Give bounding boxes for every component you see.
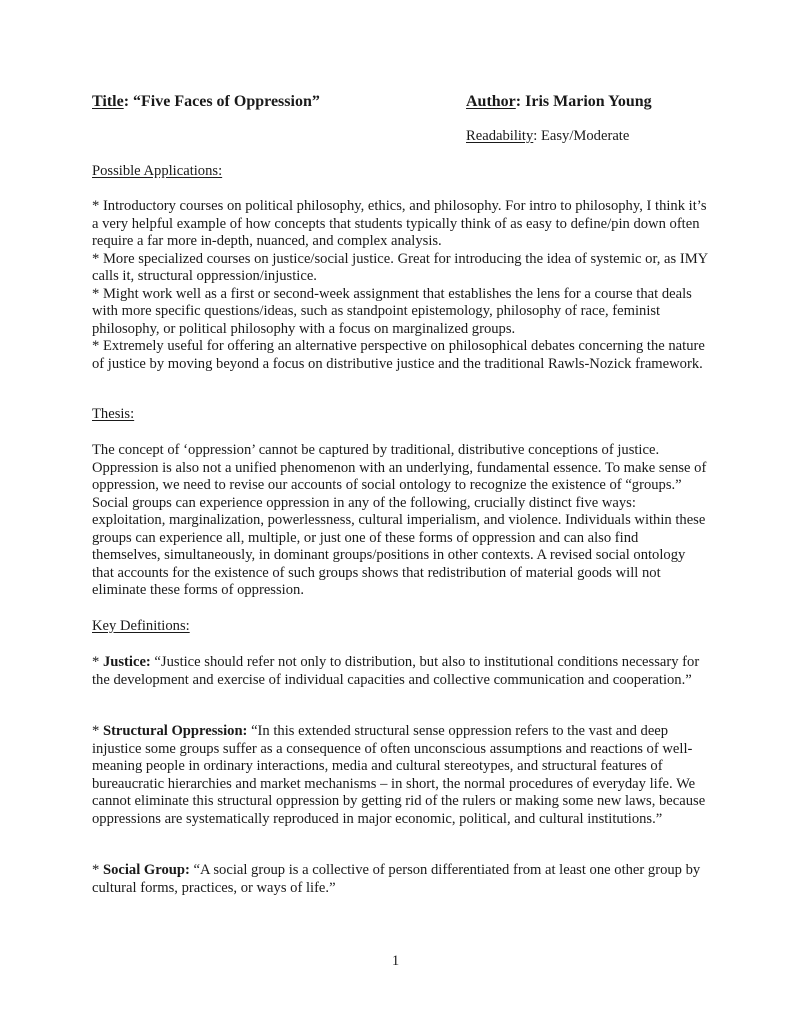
definition-term: Social Group: xyxy=(102,862,190,878)
definition-text: “Justice should refer not only to distribution, but also to institutional conditions necessary for the development and exercise of individual capacities and collective communication and cooperation.” xyxy=(92,654,700,688)
author-value: : Iris Marion Young xyxy=(515,93,652,110)
definition-prefix: * xyxy=(92,862,103,878)
title-label: Title xyxy=(92,93,124,110)
definition-item xyxy=(92,654,708,689)
definition-term: Structural Oppression: xyxy=(102,723,248,739)
thesis-text: The concept of ‘oppression’ cannot be captured by traditional, distributive conceptions of justice. Oppression is also not a unified phenomenon with an underlying, fundamental essence. To make sense of oppression, we need to revise our accounts of social ontology to recognize the existence of “groups.” Social groups can experience oppression in any of the following, crucially distinct five ways: exploitation, marginalization, powerlessness, cultural imperialism, and violence. Individuals within these groups can experience all, multiple, or just one of these forms of oppression and can also find themselves, simultaneously, in dominant groups/positions in other contexts. A revised social ontology that accounts for the existence of such groups shows that redistribution of material goods will not eliminate these forms of oppression. xyxy=(92,442,707,598)
definition-prefix: * xyxy=(92,654,103,670)
applications-list xyxy=(92,198,708,373)
thesis-paragraph xyxy=(92,442,708,600)
list-item: * Extremely useful for offering an alternative perspective on philosophical debates concerning the nature of justice by moving beyond a focus on distributive justice and the traditional Rawls-Nozick framework. xyxy=(92,338,705,372)
definition-item xyxy=(92,862,708,897)
thesis-heading: Thesis: xyxy=(92,406,135,422)
list-item: * Introductory courses on political philosophy, ethics, and philosophy. For intro to philosophy, I think it’s a very helpful example of how concepts that students typically think of as easy to define/pin down often require a far more in-depth, nuanced, and complex analysis. xyxy=(92,198,707,249)
readability-value: : Easy/Moderate xyxy=(533,128,630,144)
readability-line xyxy=(466,128,629,145)
page-number: 1 xyxy=(391,953,400,969)
list-item: * More specialized courses on justice/social justice. Great for introducing the idea of systemic or, as IMY calls it, structural oppression/injustice. xyxy=(92,250,708,284)
title-value: : “Five Faces of Oppression” xyxy=(123,93,320,110)
applications-heading: Possible Applications: xyxy=(92,163,223,179)
document-author xyxy=(466,93,652,111)
definition-text: “In this extended structural sense oppression refers to the vast and deep injustice some groups suffer as a consequence of often unconscious assumptions and reactions of well-meaning people in ordinary interactions, media and cultural stereotypes, and structural features of bureaucratic hierarchies and market mechanisms – in short, the normal procedures of everyday life. We cannot eliminate this structural oppression by getting rid of the rulers or making some new laws, because oppressions are systematically reproduced in major economic, political, and cultural institutions.” xyxy=(92,723,706,827)
author-label: Author xyxy=(466,93,516,110)
definitions-heading: Key Definitions: xyxy=(92,618,190,634)
document-title xyxy=(92,93,320,111)
readability-label: Readability xyxy=(466,128,534,144)
definition-term: Justice: xyxy=(102,654,151,670)
list-item: * Might work well as a first or second-week assignment that establishes the lens for a course that deals with more specific questions/ideas, such as standpoint epistemology, philosophy of race, feminist philosophy, or political philosophy with a focus on marginalized groups. xyxy=(92,285,692,337)
definition-text: “A social group is a collective of person differentiated from at least one other group by cultural forms, practices, or ways of life.” xyxy=(92,862,701,896)
definition-item xyxy=(92,723,708,828)
definition-prefix: * xyxy=(92,723,103,739)
